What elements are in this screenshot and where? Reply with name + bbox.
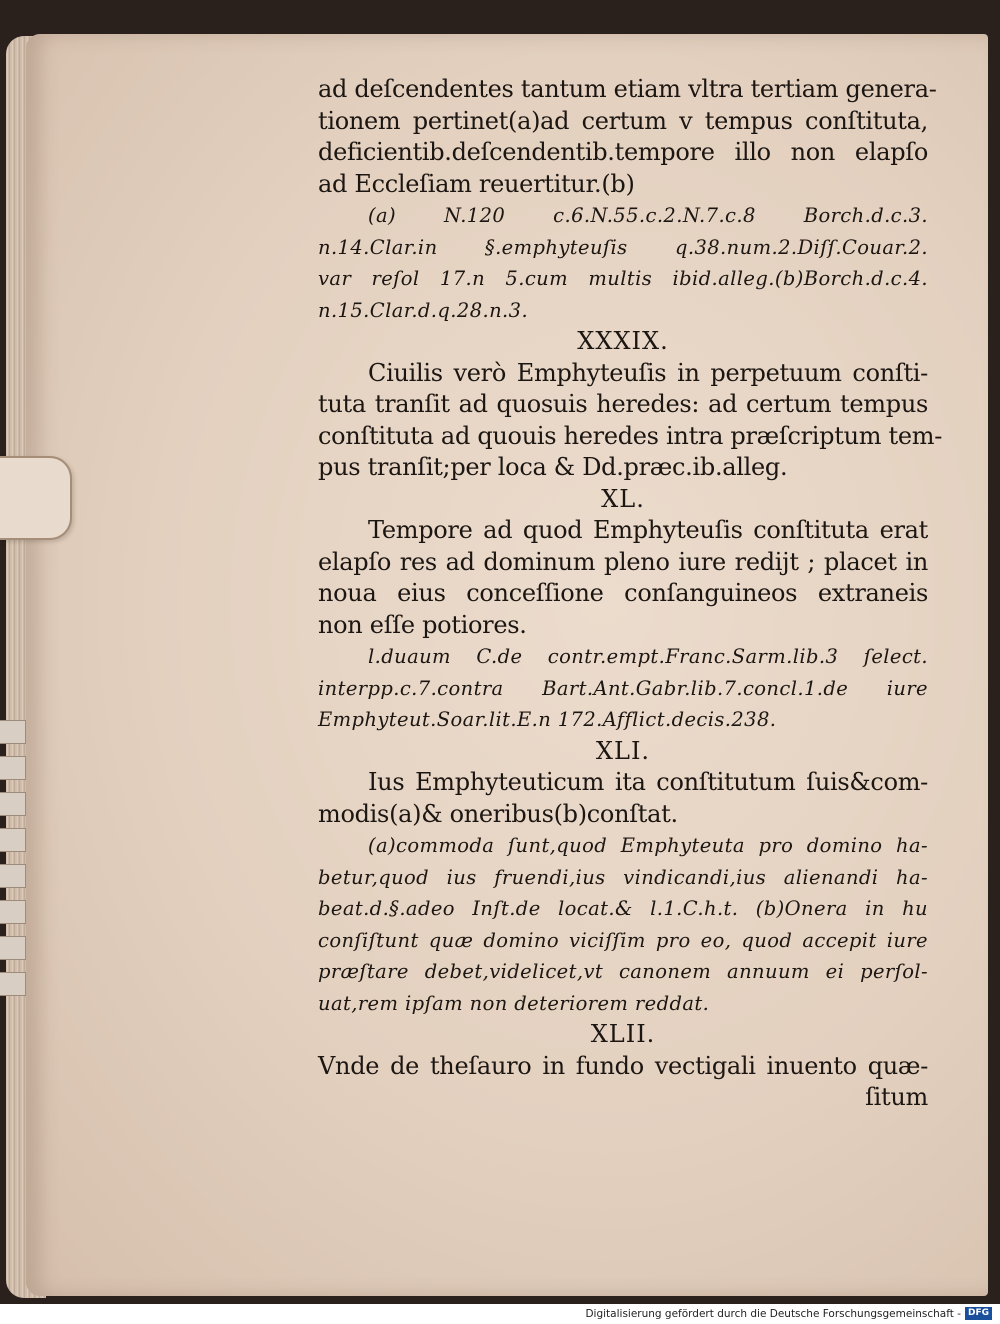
page-tab-marker bbox=[0, 456, 72, 540]
main-text-block bbox=[318, 74, 943, 1114]
footnote-line: (a)commoda ſunt,quod Emphyteuta pro domino ha- bbox=[368, 834, 928, 857]
text-line: Ciuilis verò Emphyteuſis in perpetuum conſti- bbox=[368, 358, 928, 387]
text-line: tionem pertinet(a)ad certum v tempus conſtituta, bbox=[318, 106, 928, 135]
text-line: Tempore ad quod Emphyteuſis conſtituta erat bbox=[368, 516, 928, 544]
text-line: Vnde de theſauro in fundo vectigali inuento quæ- bbox=[318, 1051, 928, 1080]
text-line: Ius Emphyteuticum ita conſtitutum ſuis&com- bbox=[368, 768, 928, 796]
section-heading: XLI. bbox=[595, 736, 651, 765]
page-edge-strips bbox=[0, 720, 26, 1020]
dfg-logo: DFG bbox=[965, 1307, 992, 1320]
text-line: modis(a)& oneribus(b)conſtat. bbox=[318, 799, 678, 828]
section-heading: XLII. bbox=[590, 1020, 656, 1048]
footnote-line: n.15.Clar.d.q.28.n.3. bbox=[318, 298, 529, 322]
text-line: conſtituta ad quouis heredes intra præſcriptum tem- bbox=[318, 421, 943, 450]
footer bbox=[585, 1307, 992, 1320]
section-heading: XXXIX. bbox=[577, 327, 669, 355]
footnote-line: Emphyteut.Soar.lit.E.n 172.Afflict.decis.238. bbox=[318, 708, 777, 731]
footnote-line: (a) N.120 c.6.N.55.c.2.N.7.c.8 Borch.d.c.3. bbox=[368, 204, 928, 227]
text-line: ad deſcendentes tantum etiam vltra tertiam genera- bbox=[318, 75, 937, 103]
footer-credit: Digitalisierung gefördert durch die Deutsche Forschungsgemeinschaft - bbox=[585, 1307, 961, 1320]
text-line: non eſſe potiores. bbox=[318, 610, 527, 639]
text-line: pus tranſit;per loca & Dd.præc.ib.alleg. bbox=[318, 453, 788, 481]
footnote-line: beat.d.§.adeo Inſt.de locat.& l.1.C.h.t. (b)Onera in hu bbox=[318, 897, 928, 920]
text-line: elapſo res ad dominum pleno iure redijt ; placet in bbox=[318, 547, 928, 576]
footnote-line: l.duaum C.de contr.empt.Franc.Sarm.lib.3 ſelect. bbox=[368, 645, 928, 668]
text-line: tuta tranſit ad quosuis heredes: ad certum tempus bbox=[318, 390, 928, 418]
footnote-line: betur,quod ius fruendi,ius vindicandi,ius alienandi ha- bbox=[318, 865, 928, 889]
footnote-line: conſiſtunt quæ domino viciſſim pro eo, quod accepit iure bbox=[318, 928, 928, 952]
text-line: noua eius conceſſione conſanguineos extraneis bbox=[318, 579, 928, 607]
footnote-line: interpp.c.7.contra Bart.Ant.Gabr.lib.7.concl.1.de iure bbox=[318, 676, 928, 700]
footnote-line: præſtare debet,videlicet,vt canonem annuum ei perſol- bbox=[318, 960, 928, 983]
footnote-line: uat,rem ipſam non deteriorem reddat. bbox=[318, 991, 710, 1015]
section-heading: XL. bbox=[601, 484, 645, 513]
text-line: ſitum bbox=[865, 1083, 928, 1111]
footnote-line: n.14.Clar.in §.emphyteuſis q.38.num.2.Diſſ.Couar.2. bbox=[318, 235, 928, 259]
text-line: ad Eccleſiam reuertitur.(b) bbox=[318, 169, 635, 198]
footnote-line: var reſol 17.n 5.cum multis ibid.alleg.(b)Borch.d.c.4. bbox=[318, 267, 928, 290]
text-line: deficientib.deſcendentib.tempore illo non elapſo bbox=[318, 138, 928, 166]
